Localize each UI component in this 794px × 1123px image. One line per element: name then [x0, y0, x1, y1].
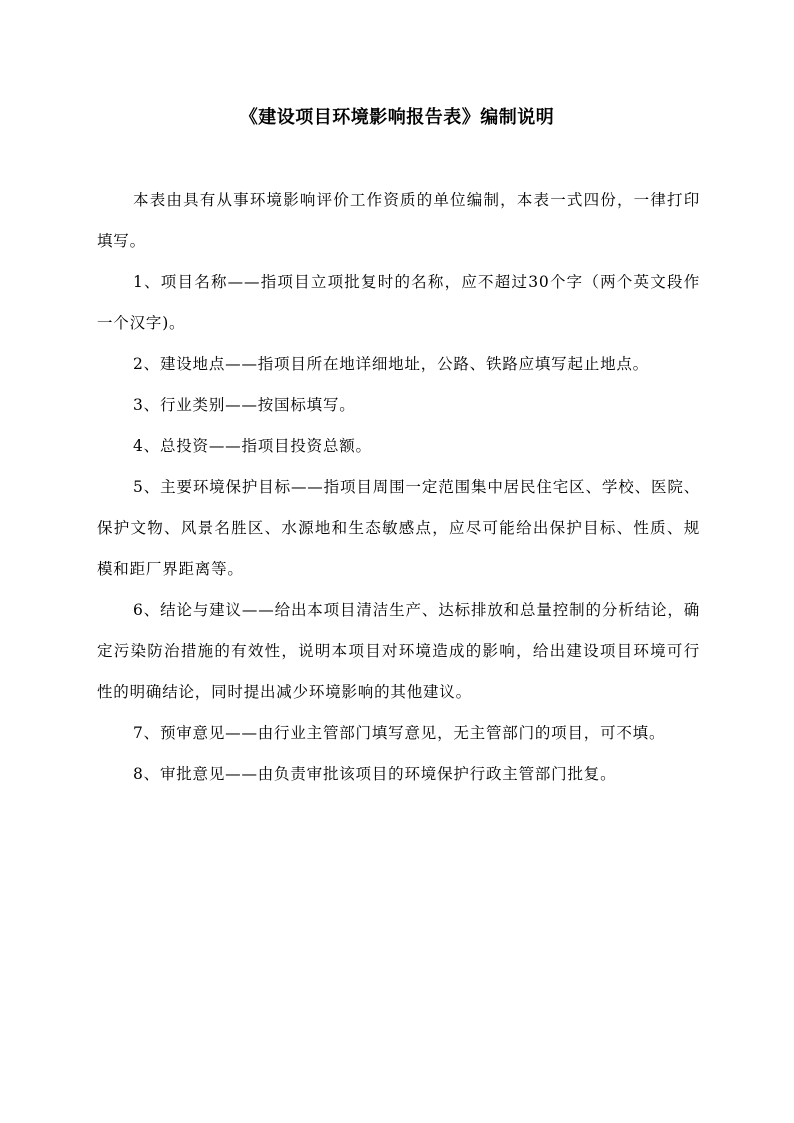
paragraph-item-1: 1、项目名称——指项目立项批复时的名称，应不超过30个字（两个英文段作一个汉字)。 [97, 273, 700, 332]
paragraph-item-5: 5、主要环境保护目标——指项目周围一定范围集中居民住宅区、学校、医院、保护文物、风景名胜区、水源地和生态敏感点，应尽可能给出保护目标、性质、规模和距厂界距离等。 [97, 478, 700, 578]
paragraph-item-8: 8、审批意见——由负责审批该项目的环境保护行政主管部门批复。 [133, 765, 617, 783]
document-title: 《建设项目环境影响报告表》编制说明 [239, 107, 555, 128]
paragraph-item-4: 4、总投资——指项目投资总额。 [133, 437, 372, 455]
paragraph-item-3: 3、行业类别——按国标填写。 [133, 396, 356, 414]
document-body [97, 180, 700, 795]
paragraph-item-7: 7、预审意见——由行业主管部门填写意见，无主管部门的项目，可不填。 [133, 724, 666, 742]
paragraph-item-6: 6、结论与建议——给出本项目清洁生产、达标排放和总量控制的分析结论，确定污染防治措施的有效性，说明本项目对环境造成的影响，给出建设项目环境可行性的明确结论，同时提出减少环境影响的其他建议。 [97, 601, 700, 701]
paragraph-item-2: 2、建设地点——指项目所在地详细地址，公路、铁路应填写起止地点。 [133, 355, 649, 373]
paragraph-intro: 本表由具有从事环境影响评价工作资质的单位编制，本表一式四份，一律打印填写。 [97, 191, 700, 250]
